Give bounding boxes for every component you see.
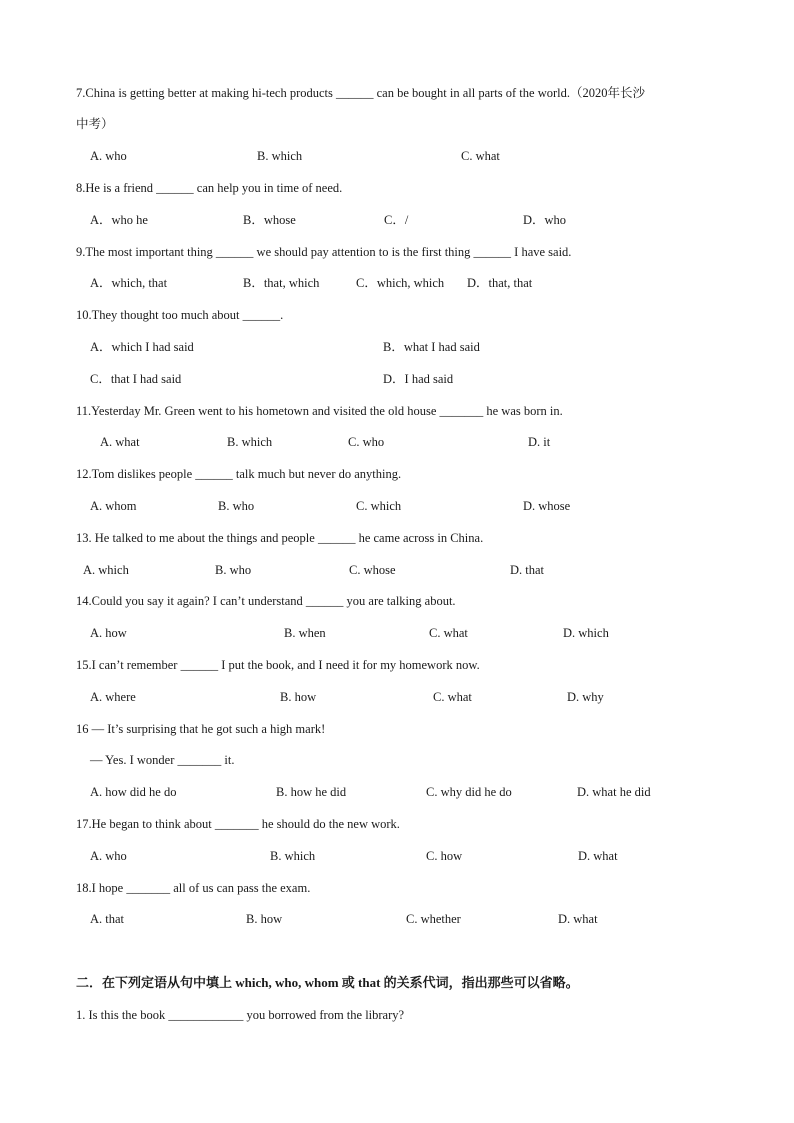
question-12-stem: 12.Tom dislikes people ______ talk much but never do anything. (76, 467, 402, 481)
question-14-option-b: B. when (284, 626, 326, 640)
question-8-option-a: A．who he (90, 213, 148, 227)
question-8-stem: 8.He is a friend ______ can help you in time of need. (76, 181, 343, 195)
question-15-option-b: B. how (280, 690, 317, 704)
question-11-option-a: A. what (100, 435, 140, 449)
question-9-option-c: C．which, which (356, 276, 445, 290)
question-17-option-a: A. who (90, 849, 127, 863)
question-7-option-b: B. which (257, 149, 303, 163)
question-16-option-a: A. how did he do (90, 785, 177, 799)
question-11-option-d: D. it (528, 435, 551, 449)
question-16-option-b: B. how he did (276, 785, 347, 799)
question-13-option-a: A. which (83, 563, 129, 577)
question-9-option-d: D．that, that (467, 276, 533, 290)
question-10-stem: 10.They thought too much about ______. (76, 308, 284, 322)
question-11-option-b: B. which (227, 435, 273, 449)
question-14-stem: 14.Could you say it again? I can’t understand ______ you are talking about. (76, 594, 456, 608)
question-13-option-b: B. who (215, 563, 252, 577)
question-12-option-d: D. whose (523, 499, 571, 513)
question-10-option-b: B．what I had said (383, 340, 480, 354)
question-12-option-a: A. whom (90, 499, 137, 513)
question-8-option-c: C．/ (384, 213, 409, 227)
question-11-stem: 11.Yesterday Mr. Green went to his hometown and visited the old house _______ he was born in. (76, 404, 563, 418)
question-10-option-a: A．which I had said (90, 340, 194, 354)
question-8-option-d: D．who (523, 213, 567, 227)
question-17-stem: 17.He began to think about _______ he should do the new work. (76, 817, 400, 831)
question-13-option-d: D. that (510, 563, 545, 577)
question-18-option-c: C. whether (406, 912, 461, 926)
question-15-option-d: D. why (567, 690, 604, 704)
question-9-option-b: B．that, which (243, 276, 320, 290)
question-17-option-d: D. what (578, 849, 618, 863)
question-15-option-c: C. what (433, 690, 472, 704)
question-18-option-a: A. that (90, 912, 125, 926)
section-2-item-1: 1. Is this the book ____________ you borrowed from the library? (76, 1008, 405, 1022)
question-16-stem: 16 — It’s surprising that he got such a high mark! (76, 722, 326, 736)
question-15-stem: 15.I can’t remember ______ I put the book, and I need it for my homework now. (76, 658, 480, 672)
question-12-option-c: C. which (356, 499, 402, 513)
question-8-option-b: B．whose (243, 213, 296, 227)
question-17-option-c: C. how (426, 849, 463, 863)
question-16-option-c: C. why did he do (426, 785, 512, 799)
question-7-stem: 7.China is getting better at making hi-tech products ______ can be bought in all parts of the world.（2020年长沙 (76, 86, 645, 100)
question-11-option-c: C. who (348, 435, 385, 449)
question-14-option-d: D. which (563, 626, 609, 640)
question-18-option-d: D. what (558, 912, 598, 926)
question-17-option-b: B. which (270, 849, 316, 863)
question-14-option-a: A. how (90, 626, 127, 640)
question-7-option-a: A. who (90, 149, 127, 163)
question-12-option-b: B. who (218, 499, 255, 513)
question-16-stem-cont: — Yes. I wonder _______ it. (90, 753, 235, 767)
section-2-heading: 二．在下列定语从句中填上 which, who, whom 或 that 的关系代词，指出那些可以省略。 (76, 975, 579, 990)
question-15-option-a: A. where (90, 690, 136, 704)
question-10-option-c: C．that I had said (90, 372, 182, 386)
question-7-option-c: C. what (461, 149, 500, 163)
question-13-stem: 13. He talked to me about the things and people ______ he came across in China. (76, 531, 484, 545)
question-16-option-d: D. what he did (577, 785, 651, 799)
question-10-option-d: D．I had said (383, 372, 454, 386)
question-14-option-c: C. what (429, 626, 468, 640)
question-7-stem-cont: 中考） (76, 117, 114, 131)
question-9-option-a: A．which, that (90, 276, 168, 290)
question-18-option-b: B. how (246, 912, 283, 926)
question-9-stem: 9.The most important thing ______ we should pay attention to is the first thing ______ I have said. (76, 245, 572, 259)
question-18-stem: 18.I hope _______ all of us can pass the exam. (76, 881, 311, 895)
question-13-option-c: C. whose (349, 563, 396, 577)
